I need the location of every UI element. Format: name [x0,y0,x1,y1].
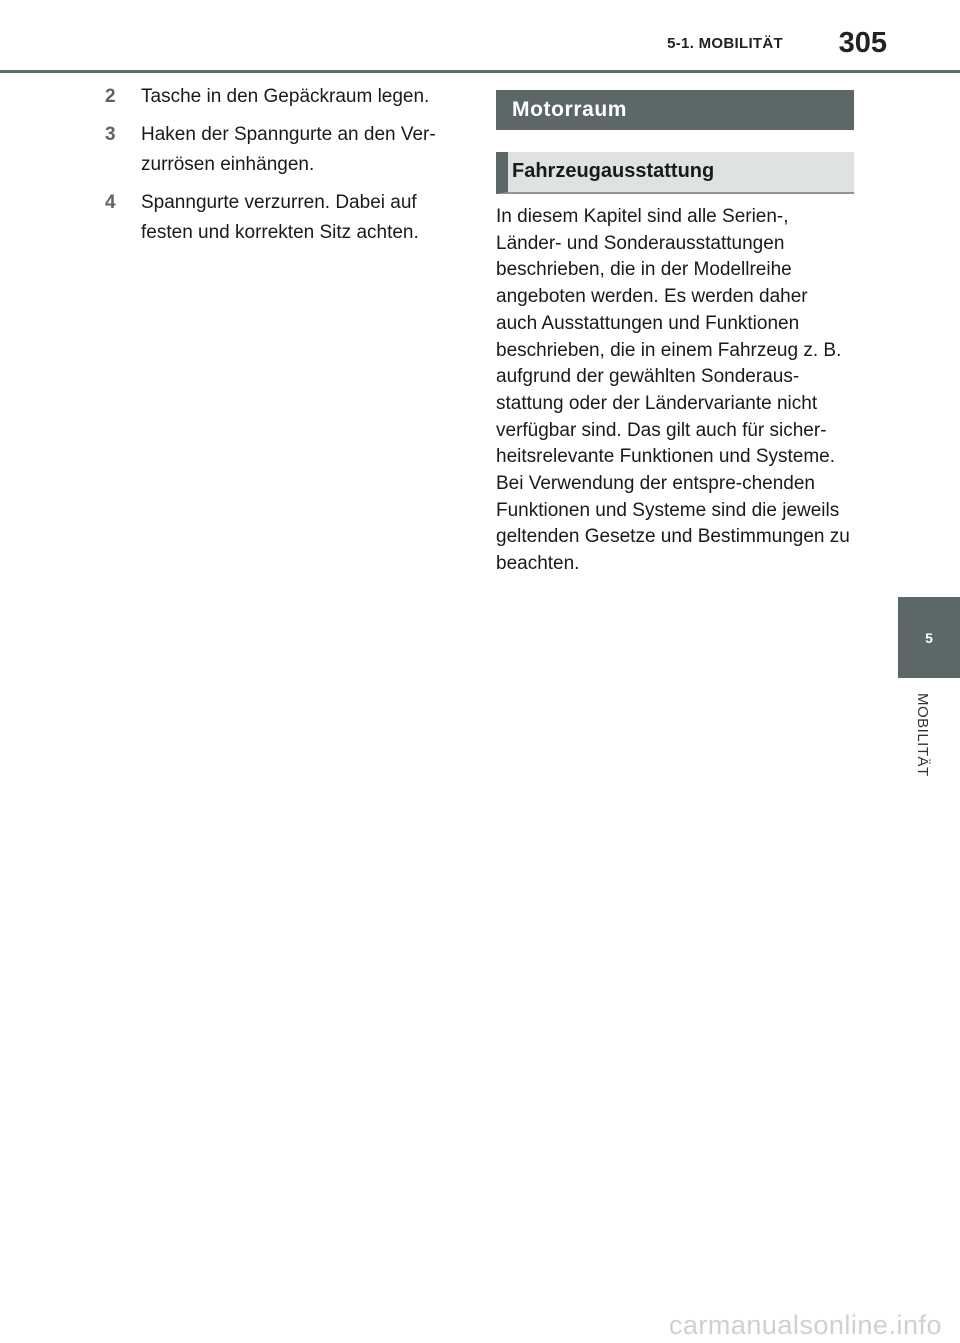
page-number: 305 [838,27,887,59]
step-list [105,82,455,256]
right-column [496,90,854,578]
step-item [105,188,455,248]
step-text: Spanngurte verzurren. Dabei auf festen und korrekten Sitz achten. [141,192,419,243]
step-number: 2 [105,86,116,107]
step-number: 4 [105,192,116,213]
chapter-tab-number: 5 [925,629,933,646]
chapter-tab [898,597,960,678]
step-number: 3 [105,124,116,145]
section-title: 5-1. MOBILITÄT [667,35,783,52]
step-item [105,82,455,112]
step-item [105,120,455,180]
section-heading: Motorraum [496,90,854,130]
chapter-tab-label: MOBILITÄT [914,693,931,777]
step-text: Haken der Spanngurte an den Ver-zurrösen einhängen. [141,124,436,175]
body-paragraph: In diesem Kapitel sind alle Serien-, Länder- und Sonderausstattungen beschrieben, die in der Modellreihe angeboten werden. Es werden daher auch Ausstattungen und Funktionen beschrieben, die in einem Fahrzeug z. B. aufgrund der gewählten Sonderaus-stattung oder der Ländervariante nicht verfügbar sind. Das gilt auch für sicher-heitsrelevante Funktionen und Systeme. Bei Verwendung der entspre-chenden Funktionen und Systeme sind die jeweils geltenden Gesetze und Bestimmungen zu beachten. [496,206,850,575]
subsection-heading: Fahrzeugausstattung [496,152,854,194]
watermark: carmanualsonline.info [668,1310,942,1340]
step-text: Tasche in den Gepäckraum legen. [141,86,430,107]
header-divider [0,70,960,73]
